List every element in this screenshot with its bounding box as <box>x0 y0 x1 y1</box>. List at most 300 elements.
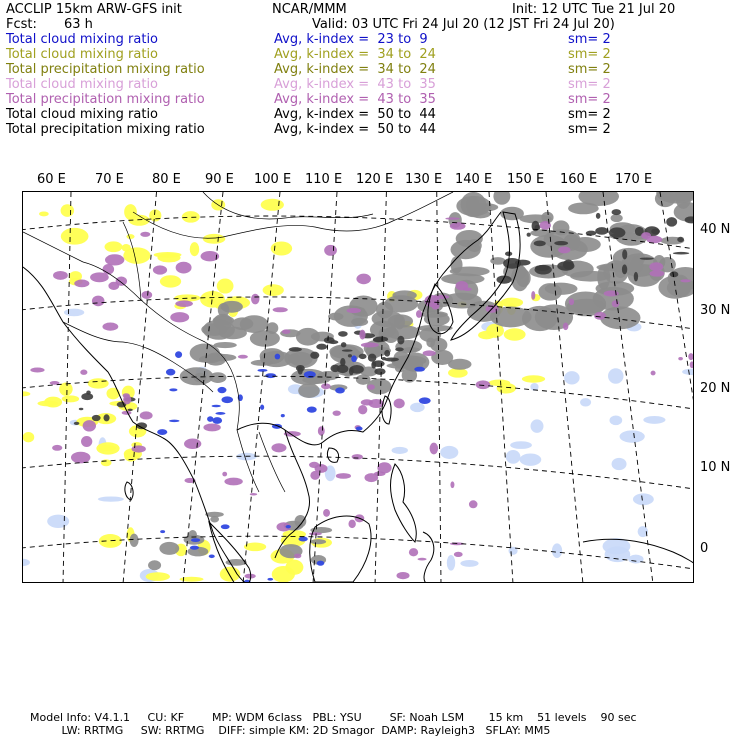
field-cell <box>271 443 286 452</box>
latitude-label: 10 N <box>700 460 731 475</box>
longitude-line <box>660 192 694 583</box>
border-mongolia <box>203 192 373 219</box>
field-cell <box>634 272 638 282</box>
field-cell <box>23 391 30 396</box>
field-cell <box>160 275 181 287</box>
field-cell <box>159 542 179 555</box>
field-row <box>6 62 734 77</box>
field-cell <box>337 365 349 373</box>
field-cell <box>140 411 153 419</box>
field-cell <box>341 342 346 347</box>
field-cell <box>47 515 69 528</box>
field-cell <box>244 574 255 579</box>
field-cell <box>563 323 568 331</box>
field-cell <box>238 355 248 359</box>
model-info-line1: Model Info: V4.1.1 CU: KF MP: WDM 6class PBL: YSU SF: Noah LSM 15 km 51 levels 90 sec <box>30 711 637 724</box>
field-cell <box>141 291 152 299</box>
field-cell <box>310 539 326 544</box>
field-cell <box>80 370 87 375</box>
field-cell <box>417 558 426 561</box>
field-cell <box>289 347 302 351</box>
field-cell <box>347 308 361 313</box>
field-cell <box>505 251 512 256</box>
field-cell <box>658 276 691 299</box>
longitude-label: 80 E <box>152 172 181 187</box>
field-cell <box>594 312 606 320</box>
field-name: Total cloud mixing ratio <box>6 107 159 122</box>
field-cell <box>44 397 62 408</box>
plot-title: ACCLIP 15km ARW-GFS init <box>6 2 182 17</box>
coastline-srilanka <box>125 482 133 500</box>
field-cell <box>323 509 330 517</box>
field-name: Total precipitation mixing ratio <box>6 62 205 77</box>
field-cell <box>324 337 335 343</box>
field-cell <box>316 344 327 350</box>
field-cell <box>680 279 691 282</box>
field-cell <box>359 330 365 340</box>
field-cell <box>148 560 161 570</box>
latitude-label: 30 N <box>700 303 731 318</box>
field-cell <box>71 452 90 464</box>
init-time: Init: 12 UTC Tue 21 Jul 20 <box>512 2 676 17</box>
field-cell <box>53 271 68 280</box>
field-cell <box>450 481 454 488</box>
field-cell <box>633 493 654 505</box>
field-cell <box>336 473 351 479</box>
field-cell <box>609 227 626 237</box>
field-cell <box>39 211 49 216</box>
field-cell <box>593 287 634 311</box>
field-cell <box>504 328 526 340</box>
field-cell <box>210 516 219 523</box>
field-cell <box>410 403 425 412</box>
field-cell <box>608 368 623 384</box>
field-cell <box>240 315 269 333</box>
latitude-label: 20 N <box>700 381 731 396</box>
field-cell <box>244 542 266 551</box>
field-cell <box>61 204 74 217</box>
field-cell <box>251 360 273 366</box>
field-cell <box>176 262 192 274</box>
map-canvas <box>23 192 694 583</box>
longitude-label: 70 E <box>95 172 124 187</box>
longitude-label: 100 E <box>254 172 292 187</box>
field-cell <box>221 396 233 403</box>
field-cell <box>367 384 374 389</box>
field-level-range: Avg, k-index = 34 to 24 <box>274 62 436 77</box>
field-cell <box>74 422 80 425</box>
forecast-label: Fcst: <box>6 17 37 32</box>
field-cell <box>333 410 341 415</box>
field-cell <box>376 302 393 319</box>
field-cell <box>318 371 339 380</box>
coastline-philippines <box>391 464 417 542</box>
field-cell <box>212 405 221 408</box>
field-cell <box>358 405 367 414</box>
field-cell <box>620 430 645 442</box>
field-cell <box>261 199 284 211</box>
field-cell <box>384 357 399 361</box>
field-cell <box>564 371 579 384</box>
field-cell <box>207 416 213 422</box>
field-cell <box>132 445 146 452</box>
field-cell <box>215 412 225 415</box>
field-cell <box>416 310 422 318</box>
field-cell <box>673 252 689 255</box>
field-cell <box>123 247 150 264</box>
field-cell <box>640 257 654 259</box>
field-cell <box>99 445 117 451</box>
field-cell <box>106 542 118 547</box>
field-cell <box>388 314 413 327</box>
model-info-line2: LW: RRTMG SW: RRTMG DIFF: simple KM: 2D Smagor DAMP: Rayleigh3 SFLAY: MM5 <box>30 724 551 737</box>
field-cell <box>394 399 405 409</box>
field-cell <box>445 217 459 219</box>
field-cell <box>124 204 137 220</box>
field-cell <box>146 572 170 581</box>
field-smoothing: sm= 2 <box>568 92 611 107</box>
field-cell <box>456 230 483 247</box>
field-smoothing: sm= 2 <box>568 77 611 92</box>
field-cell <box>160 530 165 533</box>
field-cell <box>690 361 694 368</box>
field-cell <box>169 388 177 391</box>
field-cell <box>395 347 404 351</box>
field-cell <box>257 369 267 372</box>
longitude-label: 60 E <box>37 172 66 187</box>
field-cell <box>102 322 118 330</box>
field-cell <box>454 552 463 557</box>
field-cell <box>478 331 495 340</box>
field-cell <box>214 342 237 348</box>
field-cell <box>140 232 150 237</box>
valid-time: Valid: 03 UTC Fri 24 Jul 20 (12 JST Fri 24 Jul 20) <box>312 17 615 32</box>
field-row <box>6 92 734 107</box>
field-cell <box>294 554 301 559</box>
field-cell <box>83 420 96 431</box>
field-cell <box>554 241 568 245</box>
longitude-label: 170 E <box>615 172 653 187</box>
field-level-range: Avg, k-index = 43 to 35 <box>274 92 436 107</box>
field-cell <box>260 405 264 410</box>
field-cell <box>212 417 222 424</box>
field-cell <box>463 288 472 291</box>
field-cell <box>557 261 574 271</box>
field-cell <box>430 443 438 455</box>
field-cell <box>377 462 391 473</box>
field-cell <box>157 429 167 435</box>
field-cell <box>450 266 490 276</box>
field-cell <box>356 274 371 285</box>
field-cell <box>130 534 139 547</box>
field-cell <box>217 279 234 294</box>
longitude-label: 140 E <box>455 172 493 187</box>
field-row <box>6 47 734 62</box>
longitude-label: 150 E <box>507 172 545 187</box>
field-cell <box>273 307 288 312</box>
field-cell <box>184 439 201 449</box>
field-cell <box>299 536 308 541</box>
field-cell <box>545 283 578 295</box>
field-cell <box>520 453 542 465</box>
field-cell <box>62 395 79 402</box>
field-cell <box>335 387 345 393</box>
field-cell <box>497 383 516 394</box>
field-cell <box>170 312 189 322</box>
field-cell <box>603 538 631 554</box>
field-cell <box>307 407 317 413</box>
field-cell <box>531 419 544 433</box>
field-cell <box>409 548 418 556</box>
field-cell <box>612 209 622 215</box>
field-cell <box>419 397 431 404</box>
field-cell <box>324 245 337 256</box>
field-cell <box>352 454 363 459</box>
border-china-north <box>133 192 453 238</box>
field-cell <box>688 353 693 360</box>
field-cell <box>646 236 662 244</box>
latitude-line <box>23 456 694 492</box>
field-cell <box>288 353 299 363</box>
longitude-line <box>437 192 441 583</box>
field-cell <box>496 275 511 283</box>
field-cell <box>476 380 491 389</box>
field-level-range: Avg, k-index = 50 to 44 <box>274 122 436 137</box>
field-cell <box>52 445 62 451</box>
field-cell <box>86 390 91 394</box>
field-cell <box>123 395 131 405</box>
field-cell <box>368 354 377 362</box>
field-cell <box>612 458 627 470</box>
field-cell <box>81 436 92 447</box>
field-cell <box>677 237 684 242</box>
field-cell <box>203 424 220 432</box>
field-cell <box>321 383 331 389</box>
field-cell <box>295 515 307 527</box>
field-cell <box>191 538 200 542</box>
field-cell <box>154 252 182 258</box>
field-cell <box>209 554 215 558</box>
field-cell <box>105 254 124 265</box>
field-cell <box>74 280 89 288</box>
field-cell <box>90 272 109 282</box>
map-panel <box>22 191 694 583</box>
field-cell <box>580 398 591 406</box>
field-name: Total cloud mixing ratio <box>6 32 159 47</box>
field-cell <box>106 388 119 400</box>
field-cell <box>250 493 257 495</box>
longitude-label: 120 E <box>356 172 394 187</box>
field-cell <box>272 566 295 582</box>
field-smoothing: sm= 2 <box>568 62 611 77</box>
field-cell <box>651 371 656 376</box>
longitude-label: 160 E <box>560 172 598 187</box>
longitude-line <box>243 192 280 583</box>
longitude-label: 90 E <box>205 172 234 187</box>
field-cell <box>535 265 550 271</box>
field-cell <box>182 211 200 222</box>
field-cell <box>286 525 291 528</box>
field-cell <box>317 561 325 566</box>
field-cell <box>127 409 132 412</box>
field-cell <box>510 441 532 449</box>
field-cell <box>610 416 623 426</box>
field-cell <box>30 367 44 372</box>
field-cell <box>101 459 112 466</box>
field-cell <box>568 202 599 214</box>
field-name: Total cloud mixing ratio <box>6 47 159 62</box>
field-cell <box>103 414 109 421</box>
field-smoothing: sm= 2 <box>568 107 611 122</box>
field-cell <box>265 373 276 378</box>
field-cell <box>175 300 193 307</box>
field-cell <box>175 351 182 358</box>
field-cell <box>604 290 619 296</box>
field-cell <box>98 496 124 501</box>
field-cell <box>190 546 199 550</box>
coastline-sulawesi <box>423 532 434 583</box>
field-cell <box>613 248 645 269</box>
field-cell <box>310 352 319 359</box>
field-cell <box>166 369 175 376</box>
field-cell <box>374 368 385 375</box>
longitude-label: 130 E <box>405 172 443 187</box>
field-smoothing: sm= 2 <box>568 32 611 47</box>
field-cell <box>515 260 531 266</box>
field-cell <box>382 357 386 360</box>
field-cell <box>650 270 665 276</box>
field-cell <box>595 227 608 235</box>
field-cell <box>372 360 384 367</box>
field-cell <box>281 414 285 417</box>
field-name: Total precipitation mixing ratio <box>6 122 205 137</box>
field-cell <box>298 366 303 374</box>
field-cell <box>678 357 683 360</box>
field-cell <box>423 350 436 356</box>
forecast-hours: 63 h <box>64 17 93 32</box>
field-cell <box>199 355 220 363</box>
field-cell <box>392 447 408 454</box>
field-cell <box>174 294 200 301</box>
field-cell <box>666 217 677 227</box>
field-cell <box>359 354 367 359</box>
field-name: Total cloud mixing ratio <box>6 77 159 92</box>
field-cell <box>622 264 627 274</box>
field-cell <box>318 426 325 435</box>
field-cell <box>309 532 322 535</box>
field-cell <box>64 309 84 317</box>
field-level-range: Avg, k-index = 23 to 9 <box>274 32 428 47</box>
field-row <box>6 122 734 137</box>
field-cell <box>670 271 679 277</box>
field-cell <box>622 249 627 259</box>
field-cell <box>23 559 30 566</box>
field-cell <box>108 282 119 290</box>
field-cell <box>493 192 510 205</box>
field-cell <box>506 450 521 464</box>
field-cell <box>611 214 623 222</box>
field-smoothing: sm= 2 <box>568 47 611 62</box>
field-cell <box>224 478 242 486</box>
field-cell <box>92 415 101 421</box>
field-cell <box>612 300 619 307</box>
field-row <box>6 32 734 47</box>
coastline-hainan <box>327 448 338 462</box>
field-cell <box>373 336 388 342</box>
field-cell <box>221 524 230 529</box>
field-cell <box>397 336 404 345</box>
field-cell <box>356 427 363 431</box>
field-cell <box>534 241 546 247</box>
field-cell <box>126 234 134 239</box>
field-cell <box>361 399 373 405</box>
field-cell <box>655 192 676 207</box>
longitude-line <box>183 192 223 583</box>
field-cell <box>384 350 390 357</box>
latitude-label: 0 <box>700 541 709 556</box>
field-cell <box>298 383 320 398</box>
field-cell <box>251 294 259 305</box>
field-cell <box>267 578 273 581</box>
field-cell <box>263 284 284 296</box>
longitude-label: 110 E <box>305 172 343 187</box>
field-cell <box>79 408 84 410</box>
cloud-mixing-fields <box>23 192 694 583</box>
field-cell <box>392 290 416 300</box>
field-cell <box>213 314 232 330</box>
field-cell <box>275 354 281 360</box>
field-cell <box>222 472 227 477</box>
field-cell <box>447 555 455 571</box>
coastline-borneo <box>310 516 371 582</box>
field-cell <box>282 329 291 334</box>
field-cell <box>310 471 320 480</box>
field-cell <box>342 349 353 351</box>
field-cell <box>440 446 458 459</box>
field-cell <box>364 473 378 482</box>
field-cell <box>649 262 663 271</box>
field-cell <box>682 369 694 376</box>
field-cell <box>361 343 379 348</box>
field-cell <box>351 355 357 362</box>
field-row <box>6 107 734 122</box>
field-cell <box>190 242 200 256</box>
field-row <box>6 77 734 92</box>
field-cell <box>396 572 409 579</box>
field-cell <box>23 432 34 442</box>
field-cell <box>596 213 601 219</box>
border-indochina <box>237 430 285 492</box>
field-cell <box>61 228 89 245</box>
field-cell <box>169 420 179 423</box>
field-cell <box>348 520 355 528</box>
field-cell <box>88 378 109 388</box>
field-cell <box>92 296 105 307</box>
field-cell <box>527 233 531 237</box>
field-cell <box>338 331 348 337</box>
field-cell <box>460 560 478 567</box>
field-level-range: Avg, k-index = 43 to 35 <box>274 77 436 92</box>
field-cell <box>349 367 354 375</box>
field-level-range: Avg, k-index = 50 to 44 <box>274 107 436 122</box>
field-cell <box>461 192 487 217</box>
field-cell <box>469 500 478 508</box>
field-cell <box>522 375 545 382</box>
field-cell <box>153 265 167 274</box>
field-cell <box>348 354 352 357</box>
field-cell <box>569 299 574 306</box>
field-cell <box>643 416 665 424</box>
